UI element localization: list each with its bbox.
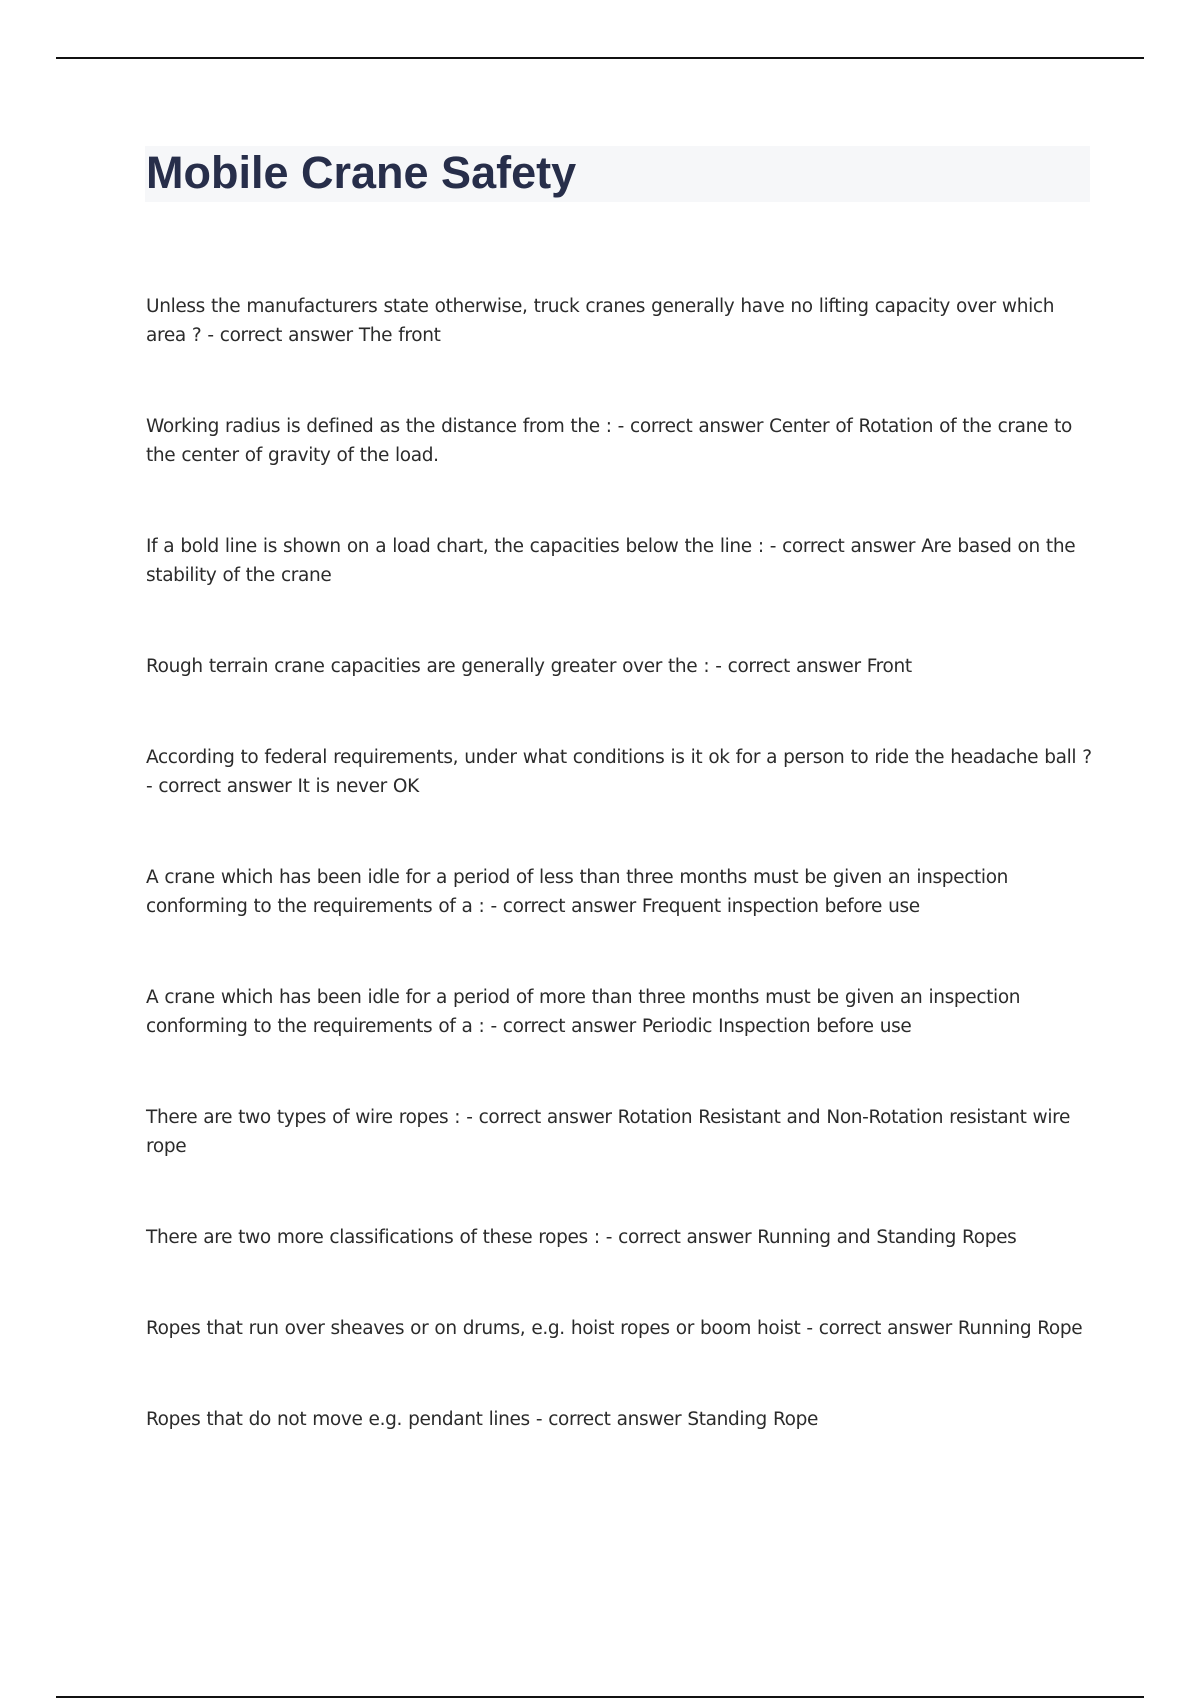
qa-item: A crane which has been idle for a period of more than three months must be given an inspection conforming to the requirements of a : - correct answer Periodic Inspection before use bbox=[146, 987, 1021, 1037]
top-rule bbox=[56, 57, 1144, 59]
qa-item: Working radius is defined as the distance from the : - correct answer Center of Rotation of the crane to the center of gravity of the load. bbox=[146, 416, 1072, 466]
bottom-rule bbox=[56, 1696, 1144, 1698]
qa-item: There are two types of wire ropes : - correct answer Rotation Resistant and Non-Rotation resistant wire rope bbox=[146, 1107, 1070, 1157]
qa-list bbox=[146, 292, 1096, 1496]
qa-item: Ropes that do not move e.g. pendant lines - correct answer Standing Rope bbox=[146, 1409, 819, 1430]
qa-item: There are two more classifications of these ropes : - correct answer Running and Standing Ropes bbox=[146, 1227, 1017, 1248]
qa-item: Ropes that run over sheaves or on drums, e.g. hoist ropes or boom hoist - correct answer Running Rope bbox=[146, 1318, 1083, 1339]
qa-item: Unless the manufacturers state otherwise, truck cranes generally have no lifting capacity over which area ? - correct answer The front bbox=[146, 296, 1055, 346]
page-title: Mobile Crane Safety bbox=[146, 147, 577, 198]
qa-item: According to federal requirements, under what conditions is it ok for a person to ride the headache ball ? - correct answer It is never OK bbox=[146, 747, 1092, 797]
qa-item: A crane which has been idle for a period of less than three months must be given an inspection conforming to the requirements of a : - correct answer Frequent inspection before use bbox=[146, 867, 1009, 917]
qa-item: If a bold line is shown on a load chart, the capacities below the line : - correct answer Are based on the stability of the crane bbox=[146, 536, 1076, 586]
qa-item: Rough terrain crane capacities are generally greater over the : - correct answer Front bbox=[146, 656, 912, 677]
